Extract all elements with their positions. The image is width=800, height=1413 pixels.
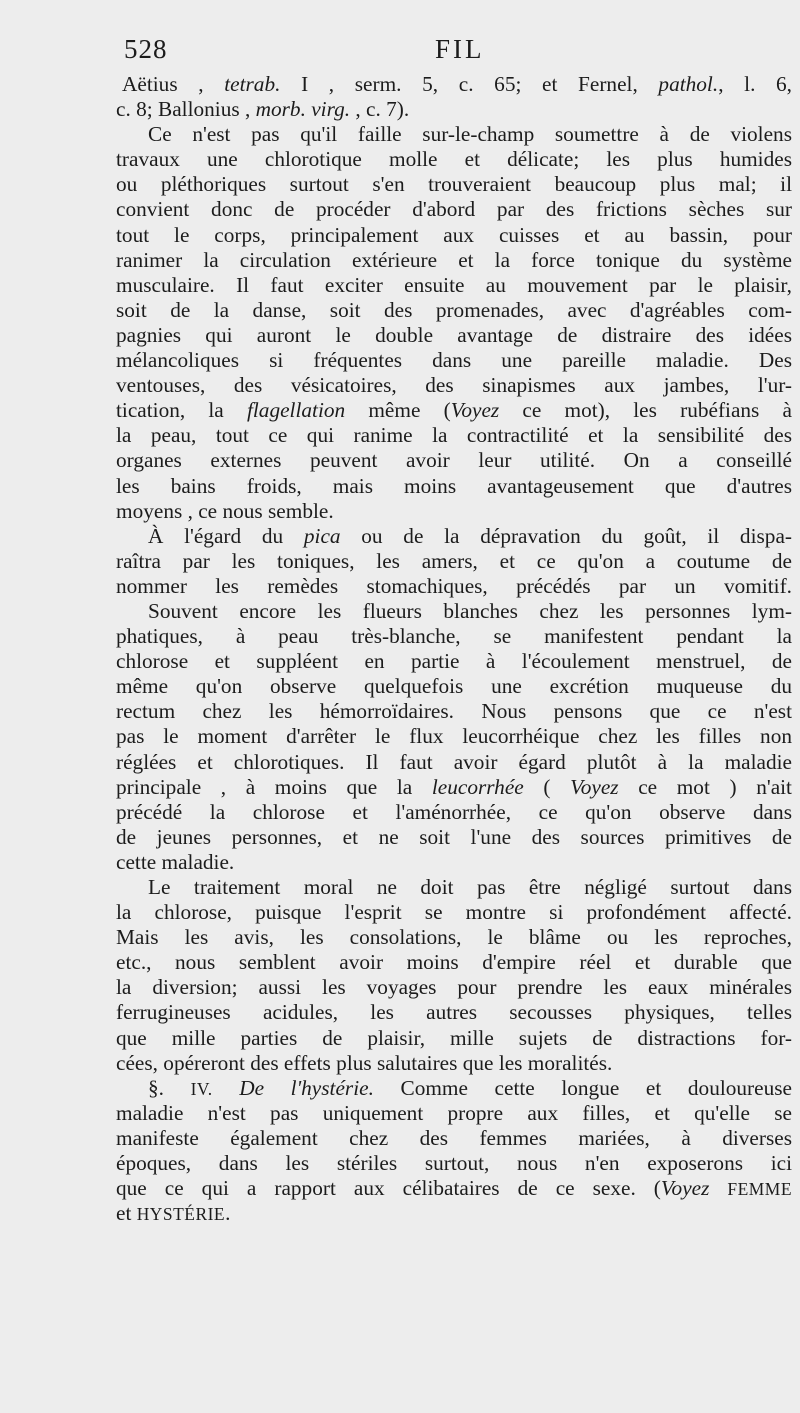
text-line	[116, 1101, 792, 1126]
text-segment: À l'égard du	[148, 523, 304, 548]
body-text	[116, 72, 792, 1226]
text-segment: précédé la chlorose et l'aménorrhée, ce qu'on observe dans	[116, 799, 792, 824]
text-segment: les bains froids, mais moins avantageusement que d'autres	[116, 473, 792, 498]
text-line	[116, 474, 792, 499]
text-line	[116, 825, 792, 850]
text-segment: travaux une chlorotique molle et délicate; les plus humides	[116, 147, 792, 172]
text-segment: Souvent encore les flueurs blanches chez les personnes lym-	[148, 598, 792, 623]
text-line	[116, 122, 792, 147]
text-line	[116, 549, 792, 574]
text-segment: nommer les remèdes stomachiques, précédés par un vomitif.	[116, 573, 792, 598]
small-caps-text: HYSTÉRIE	[136, 1204, 226, 1225]
text-line	[116, 624, 792, 649]
text-line	[116, 950, 792, 975]
text-line	[116, 775, 792, 800]
italic-text: De l'hystérie.	[239, 1075, 374, 1100]
text-segment: Mais les avis, les consolations, le blâme ou les reproches,	[116, 925, 792, 950]
text-line	[116, 373, 792, 398]
italic-text: pathol.	[658, 72, 719, 96]
text-line	[116, 900, 792, 925]
text-segment: musculaire. Il faut exciter ensuite au mouvement par le plaisir,	[116, 272, 792, 297]
text-line	[116, 674, 792, 699]
text-segment: soit de la danse, soit des promenades, avec d'agréables com-	[116, 297, 792, 322]
text-segment	[213, 1076, 240, 1100]
text-segment: manifeste également chez des femmes mariées, à diverses	[116, 1125, 792, 1150]
text-line	[116, 398, 792, 423]
text-segment: , c. 7).	[350, 97, 410, 122]
small-caps-text: FEMME	[727, 1179, 792, 1200]
text-line	[116, 1126, 792, 1151]
text-segment: réglées et chlorotiques. Il faut avoir égard plutôt à la maladie	[116, 749, 792, 774]
text-line	[116, 248, 792, 273]
text-line	[116, 599, 792, 624]
text-segment: convient donc de procéder d'abord par des frictions sèches sur	[116, 197, 792, 222]
text-segment: la peau, tout ce qui ranime la contractilité et la sensibilité des	[116, 423, 792, 448]
text-segment: Ce n'est pas qu'il faille sur-le-champ soumettre à de violens	[148, 122, 792, 147]
text-line	[116, 323, 792, 348]
text-segment: (	[523, 774, 571, 799]
text-line	[116, 298, 792, 323]
text-segment: organes externes peuvent avoir leur utilité. On a conseillé	[116, 448, 792, 473]
text-segment: .	[225, 1201, 231, 1226]
text-line	[116, 724, 792, 749]
text-segment: ce mot ) n'ait	[618, 774, 792, 799]
text-segment: maladie n'est pas uniquement propre aux filles, et qu'elle se	[116, 1100, 792, 1125]
text-segment: ou pléthoriques surtout s'en trouveraient beaucoup plus mal; il	[116, 172, 792, 197]
text-segment: I , serm. 5, c. 65; et Fernel,	[280, 72, 659, 96]
text-line	[116, 699, 792, 724]
italic-text: Voyez	[660, 1176, 710, 1201]
text-line	[116, 750, 792, 775]
page-number: 528	[124, 34, 168, 64]
text-line	[116, 348, 792, 373]
text-line	[116, 197, 792, 222]
text-line	[116, 223, 792, 248]
text-segment: cette maladie.	[116, 849, 235, 874]
italic-text: Voyez	[570, 774, 619, 799]
text-segment: Le traitement moral ne doit pas être négligé surtout dans	[148, 875, 792, 899]
text-line	[116, 975, 792, 1000]
text-segment: époques, dans les stériles surtout, nous n'en exposerons ici	[116, 1151, 792, 1176]
italic-text: leucorrhée	[431, 774, 524, 799]
text-line	[116, 423, 792, 448]
text-segment: raîtra par les toniques, les amers, et ce qu'on a coutume de	[116, 548, 792, 573]
text-segment: chlorose et suppléent en partie à l'écoulement menstruel, de	[116, 649, 792, 674]
text-segment: c. 8; Ballonius ,	[116, 97, 256, 122]
small-caps-text: IV.	[190, 1078, 213, 1099]
text-line	[116, 925, 792, 950]
text-line	[116, 499, 792, 524]
text-line	[116, 1151, 792, 1176]
text-line	[116, 72, 792, 97]
text-segment: ventouses, des vésicatoires, des sinapismes aux jambes, l'ur-	[116, 373, 792, 398]
text-segment: moyens , ce nous semble.	[116, 498, 334, 523]
text-segment: que mille parties de plaisir, mille sujets de distractions for-	[116, 1025, 792, 1050]
text-segment: ce mot), les rubéfians à	[499, 398, 792, 423]
italic-text: Voyez	[450, 398, 500, 423]
text-segment: tout le corps, principalement aux cuisses et au bassin, pour	[116, 222, 792, 247]
italic-text: morb. virg.	[255, 97, 351, 122]
text-line	[116, 1000, 792, 1025]
text-line	[116, 97, 792, 122]
text-segment: etc., nous semblent avoir moins d'empire réel et durable que	[116, 950, 792, 975]
text-segment: de jeunes personnes, et ne soit l'une des sources primitives de	[116, 824, 792, 849]
text-segment: que ce qui a rapport aux célibataires de ce sexe. (	[116, 1176, 661, 1201]
text-segment: cées, opéreront des effets plus salutaires que les moralités.	[116, 1050, 613, 1075]
text-segment: principale , à moins que la	[116, 774, 432, 799]
text-segment: Aëtius ,	[122, 72, 225, 96]
text-line	[116, 147, 792, 172]
text-line	[116, 1051, 792, 1076]
text-segment: , l. 6,	[718, 72, 792, 96]
text-segment: la chlorose, puisque l'esprit se montre si profondément affecté.	[116, 900, 792, 925]
text-line	[116, 1201, 792, 1226]
running-head: FIL	[435, 34, 485, 64]
text-segment: pagnies qui auront le double avantage de distraire des idées	[116, 322, 792, 347]
italic-text: pica	[303, 523, 341, 548]
italic-text: flagellation	[246, 398, 346, 423]
text-segment: §.	[148, 1075, 191, 1100]
text-line	[116, 1076, 792, 1101]
text-segment: même (	[345, 398, 451, 423]
text-line	[116, 800, 792, 825]
text-segment: tication, la	[116, 398, 247, 423]
text-line	[116, 850, 792, 875]
page-header	[124, 34, 792, 70]
text-segment: rectum chez les hémorroïdaires. Nous pensons que ce n'est	[116, 699, 792, 724]
text-line	[116, 574, 792, 599]
italic-text: tetrab.	[224, 72, 281, 96]
text-segment	[709, 1176, 727, 1200]
text-segment: ou de la dépravation du goût, il dispa-	[340, 523, 792, 548]
text-segment: mélancoliques si fréquentes dans une pareille maladie. Des	[116, 348, 792, 373]
text-line	[116, 875, 792, 900]
text-line	[116, 1176, 792, 1201]
text-segment: ferrugineuses acidules, les autres secousses physiques, telles	[116, 1000, 792, 1025]
text-line	[116, 1026, 792, 1051]
text-line	[116, 273, 792, 298]
text-line	[116, 649, 792, 674]
text-segment: ranimer la circulation extérieure et la force tonique du système	[116, 247, 792, 272]
text-segment: phatiques, à peau très-blanche, se manifestent pendant la	[116, 624, 792, 649]
text-segment: pas le moment d'arrêter le flux leucorrhéique chez les filles non	[116, 724, 792, 749]
text-line	[116, 448, 792, 473]
text-segment: même qu'on observe quelquefois une excrétion muqueuse du	[116, 674, 792, 699]
text-line	[116, 172, 792, 197]
text-segment: et	[116, 1201, 137, 1226]
text-line	[116, 524, 792, 549]
text-segment: Comme cette longue et douloureuse	[373, 1075, 792, 1100]
text-segment: la diversion; aussi les voyages pour prendre les eaux minérales	[116, 975, 792, 1000]
